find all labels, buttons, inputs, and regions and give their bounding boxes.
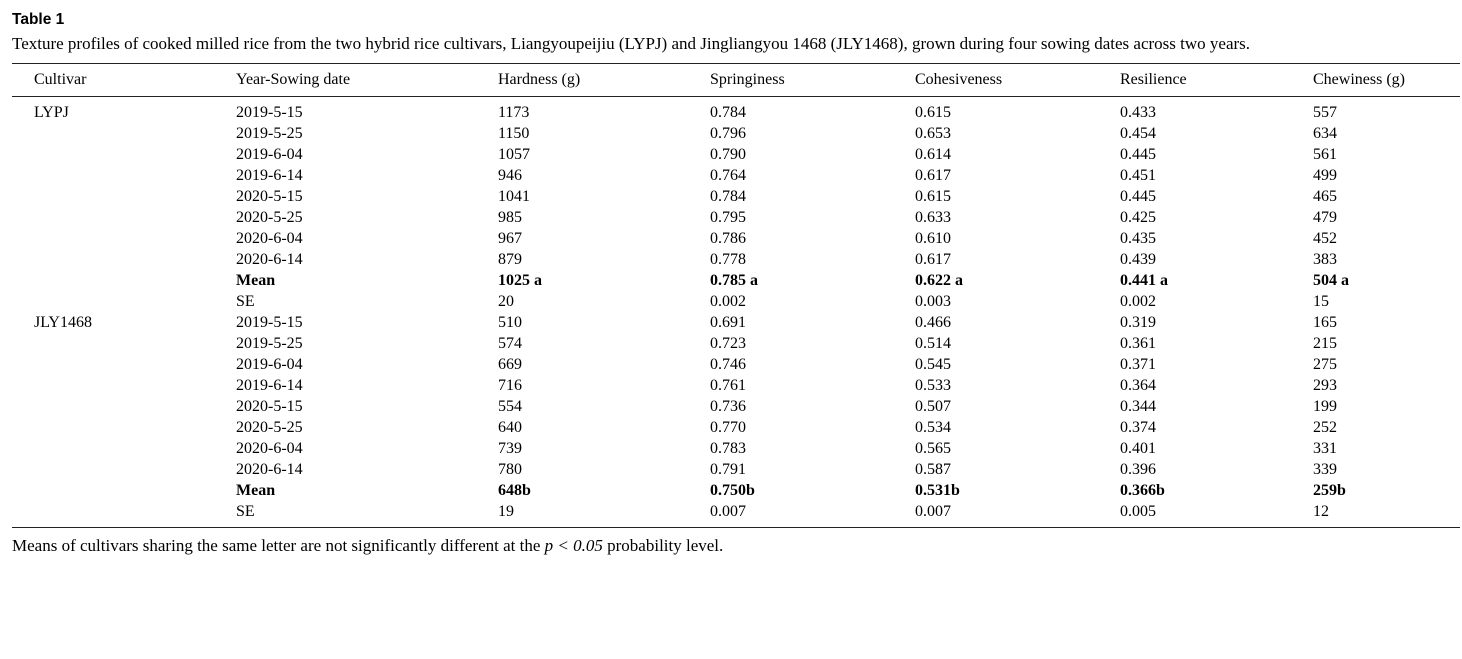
table-row <box>12 481 1460 502</box>
cell-cohesiveness: 0.622 a <box>915 272 963 289</box>
table-header-row <box>12 64 1460 97</box>
cell-cultivar <box>12 124 226 145</box>
cell-hardness: 1173 <box>498 104 530 121</box>
cell-cohesiveness: 0.533 <box>915 377 951 394</box>
cell-cohesiveness: 0.003 <box>915 293 951 310</box>
cell-cultivar <box>12 250 226 271</box>
cell-cohesiveness: 0.633 <box>915 209 951 226</box>
cell-cohesiveness: 0.507 <box>915 398 951 415</box>
cell-resilience: 0.439 <box>1120 251 1156 268</box>
table-row <box>12 334 1460 355</box>
cell-hardness: 1025 a <box>498 272 542 289</box>
cell-chewiness: 12 <box>1313 503 1329 520</box>
table-row <box>12 250 1460 271</box>
cell-resilience: 0.435 <box>1120 230 1156 247</box>
cell-springiness: 0.784 <box>710 188 746 205</box>
cell-springiness: 0.786 <box>710 230 746 247</box>
cell-cohesiveness: 0.466 <box>915 314 951 331</box>
cell-cohesiveness: 0.534 <box>915 419 951 436</box>
cell-springiness: 0.736 <box>710 398 746 415</box>
cell-chewiness: 215 <box>1313 335 1337 352</box>
cell-cultivar <box>12 418 226 439</box>
cell-chewiness: 252 <box>1313 419 1337 436</box>
cell-cohesiveness: 0.531b <box>915 482 960 499</box>
cell-hardness: 20 <box>498 293 514 310</box>
cell-cultivar <box>12 229 226 250</box>
cell-cohesiveness: 0.587 <box>915 461 951 478</box>
cell-resilience: 0.361 <box>1120 335 1156 352</box>
cell-resilience: 0.319 <box>1120 314 1156 331</box>
cell-resilience: 0.445 <box>1120 146 1156 163</box>
table-footnote <box>12 535 1454 557</box>
cell-hardness: 574 <box>498 335 522 352</box>
cell-springiness: 0.783 <box>710 440 746 457</box>
cell-chewiness: 465 <box>1313 188 1337 205</box>
table-row <box>12 97 1460 124</box>
cell-hardness: 1150 <box>498 125 530 142</box>
table-row <box>12 208 1460 229</box>
column-header-cultivar: Cultivar <box>12 64 226 97</box>
cell-springiness: 0.002 <box>710 293 746 310</box>
cell-year-sowing-date: 2020-6-14 <box>236 251 303 268</box>
cell-year-sowing-date: SE <box>236 503 255 520</box>
cell-springiness: 0.785 a <box>710 272 758 289</box>
table-label: Table 1 <box>12 11 65 28</box>
cell-year-sowing-date: 2020-5-15 <box>236 188 303 205</box>
column-header-springiness: Springiness <box>710 64 915 97</box>
cell-cultivar: LYPJ <box>34 104 69 121</box>
cell-resilience: 0.371 <box>1120 356 1156 373</box>
cell-year-sowing-date: 2019-5-25 <box>236 335 303 352</box>
cell-cohesiveness: 0.565 <box>915 440 951 457</box>
cell-resilience: 0.445 <box>1120 188 1156 205</box>
cell-cultivar <box>12 397 226 418</box>
cell-resilience: 0.002 <box>1120 293 1156 310</box>
table-row <box>12 124 1460 145</box>
cell-resilience: 0.396 <box>1120 461 1156 478</box>
table-row <box>12 292 1460 313</box>
cell-springiness: 0.761 <box>710 377 746 394</box>
cell-chewiness: 452 <box>1313 230 1337 247</box>
cell-hardness: 554 <box>498 398 522 415</box>
column-header-year-sowing-date: Year-Sowing date <box>226 64 498 97</box>
cell-hardness: 739 <box>498 440 522 457</box>
cell-resilience: 0.454 <box>1120 125 1156 142</box>
cell-year-sowing-date: 2020-5-15 <box>236 398 303 415</box>
cell-springiness: 0.723 <box>710 335 746 352</box>
cell-cohesiveness: 0.615 <box>915 188 951 205</box>
cell-cultivar <box>12 292 226 313</box>
cell-cultivar <box>12 208 226 229</box>
table-row <box>12 439 1460 460</box>
table-caption: Texture profiles of cooked milled rice from the two hybrid rice cultivars, Liangyoupeijiu (LYPJ) and Jingliangyou 1468 (JLY1468), grown during four sowing dates across two years. <box>12 34 1251 53</box>
cell-resilience: 0.401 <box>1120 440 1156 457</box>
cell-springiness: 0.007 <box>710 503 746 520</box>
table-bottom-rule <box>12 527 1460 528</box>
table-row <box>12 166 1460 187</box>
cell-year-sowing-date: 2019-6-04 <box>236 356 303 373</box>
cell-springiness: 0.795 <box>710 209 746 226</box>
footnote-text-after: probability level. <box>602 536 724 555</box>
texture-profile-table <box>12 63 1460 527</box>
table-row <box>12 187 1460 208</box>
cell-chewiness: 499 <box>1313 167 1337 184</box>
cell-chewiness: 383 <box>1313 251 1337 268</box>
table-row <box>12 229 1460 250</box>
cell-chewiness: 199 <box>1313 398 1337 415</box>
cell-cultivar <box>12 502 226 528</box>
cell-cultivar <box>12 166 226 187</box>
cell-resilience: 0.374 <box>1120 419 1156 436</box>
cell-cultivar <box>12 460 226 481</box>
cell-resilience: 0.433 <box>1120 104 1156 121</box>
footnote-p-value: p < 0.05 <box>544 536 603 555</box>
cell-year-sowing-date: 2020-5-25 <box>236 419 303 436</box>
column-header-cohesiveness: Cohesiveness <box>915 64 1120 97</box>
cell-year-sowing-date: SE <box>236 293 255 310</box>
cell-hardness: 19 <box>498 503 514 520</box>
table-row <box>12 376 1460 397</box>
cell-chewiness: 557 <box>1313 104 1337 121</box>
cell-year-sowing-date: 2019-5-15 <box>236 314 303 331</box>
table-row <box>12 271 1460 292</box>
cell-hardness: 985 <box>498 209 522 226</box>
cell-springiness: 0.796 <box>710 125 746 142</box>
cell-springiness: 0.691 <box>710 314 746 331</box>
column-header-chewiness: Chewiness (g) <box>1313 64 1460 97</box>
cell-cultivar <box>12 187 226 208</box>
cell-hardness: 1041 <box>498 188 530 205</box>
cell-chewiness: 479 <box>1313 209 1337 226</box>
cell-cultivar <box>12 271 226 292</box>
cell-hardness: 510 <box>498 314 522 331</box>
cell-hardness: 967 <box>498 230 522 247</box>
cell-springiness: 0.784 <box>710 104 746 121</box>
cell-resilience: 0.425 <box>1120 209 1156 226</box>
cell-year-sowing-date: 2020-6-04 <box>236 440 303 457</box>
cell-chewiness: 293 <box>1313 377 1337 394</box>
cell-year-sowing-date: 2019-6-14 <box>236 377 303 394</box>
cell-year-sowing-date: 2019-5-15 <box>236 104 303 121</box>
cell-springiness: 0.791 <box>710 461 746 478</box>
cell-springiness: 0.770 <box>710 419 746 436</box>
cell-cohesiveness: 0.615 <box>915 104 951 121</box>
table-row <box>12 397 1460 418</box>
cell-cultivar <box>12 376 226 397</box>
table-row <box>12 355 1460 376</box>
cell-year-sowing-date: 2019-6-04 <box>236 146 303 163</box>
cell-cultivar <box>12 334 226 355</box>
table-row <box>12 418 1460 439</box>
cell-cohesiveness: 0.545 <box>915 356 951 373</box>
cell-cohesiveness: 0.614 <box>915 146 951 163</box>
cell-hardness: 669 <box>498 356 522 373</box>
cell-chewiness: 165 <box>1313 314 1337 331</box>
cell-year-sowing-date: 2019-5-25 <box>236 125 303 142</box>
cell-hardness: 648b <box>498 482 531 499</box>
cell-chewiness: 15 <box>1313 293 1329 310</box>
cell-cultivar <box>12 481 226 502</box>
cell-springiness: 0.750b <box>710 482 755 499</box>
column-header-resilience: Resilience <box>1120 64 1313 97</box>
cell-cultivar <box>12 145 226 166</box>
cell-resilience: 0.005 <box>1120 503 1156 520</box>
cell-year-sowing-date: 2019-6-14 <box>236 167 303 184</box>
cell-year-sowing-date: 2020-5-25 <box>236 209 303 226</box>
cell-chewiness: 339 <box>1313 461 1337 478</box>
footnote-text-before: Means of cultivars sharing the same letter are not significantly different at the <box>12 536 545 555</box>
cell-year-sowing-date: Mean <box>236 482 276 499</box>
table-row <box>12 145 1460 166</box>
cell-cultivar <box>12 355 226 376</box>
cell-cohesiveness: 0.653 <box>915 125 951 142</box>
cell-resilience: 0.441 a <box>1120 272 1168 289</box>
cell-springiness: 0.764 <box>710 167 746 184</box>
cell-resilience: 0.366b <box>1120 482 1165 499</box>
cell-hardness: 1057 <box>498 146 530 163</box>
table-header <box>12 64 1460 97</box>
cell-springiness: 0.778 <box>710 251 746 268</box>
cell-springiness: 0.790 <box>710 146 746 163</box>
table-row <box>12 502 1460 528</box>
cell-cohesiveness: 0.514 <box>915 335 951 352</box>
cell-cultivar <box>12 439 226 460</box>
cell-cohesiveness: 0.617 <box>915 251 951 268</box>
cell-hardness: 640 <box>498 419 522 436</box>
cell-resilience: 0.451 <box>1120 167 1156 184</box>
cell-hardness: 780 <box>498 461 522 478</box>
cell-chewiness: 275 <box>1313 356 1337 373</box>
cell-hardness: 946 <box>498 167 522 184</box>
cell-cultivar: JLY1468 <box>34 314 92 331</box>
cell-chewiness: 331 <box>1313 440 1337 457</box>
cell-cohesiveness: 0.610 <box>915 230 951 247</box>
cell-hardness: 716 <box>498 377 522 394</box>
cell-resilience: 0.364 <box>1120 377 1156 394</box>
column-header-hardness: Hardness (g) <box>498 64 710 97</box>
cell-year-sowing-date: 2020-6-14 <box>236 461 303 478</box>
cell-chewiness: 561 <box>1313 146 1337 163</box>
table-row <box>12 313 1460 334</box>
cell-resilience: 0.344 <box>1120 398 1156 415</box>
cell-hardness: 879 <box>498 251 522 268</box>
cell-springiness: 0.746 <box>710 356 746 373</box>
table-row <box>12 460 1460 481</box>
table-body <box>12 97 1460 528</box>
cell-cohesiveness: 0.007 <box>915 503 951 520</box>
cell-year-sowing-date: Mean <box>236 272 276 289</box>
cell-chewiness: 259b <box>1313 482 1346 499</box>
cell-chewiness: 504 a <box>1313 272 1349 289</box>
cell-year-sowing-date: 2020-6-04 <box>236 230 303 247</box>
cell-chewiness: 634 <box>1313 125 1337 142</box>
cell-cohesiveness: 0.617 <box>915 167 951 184</box>
